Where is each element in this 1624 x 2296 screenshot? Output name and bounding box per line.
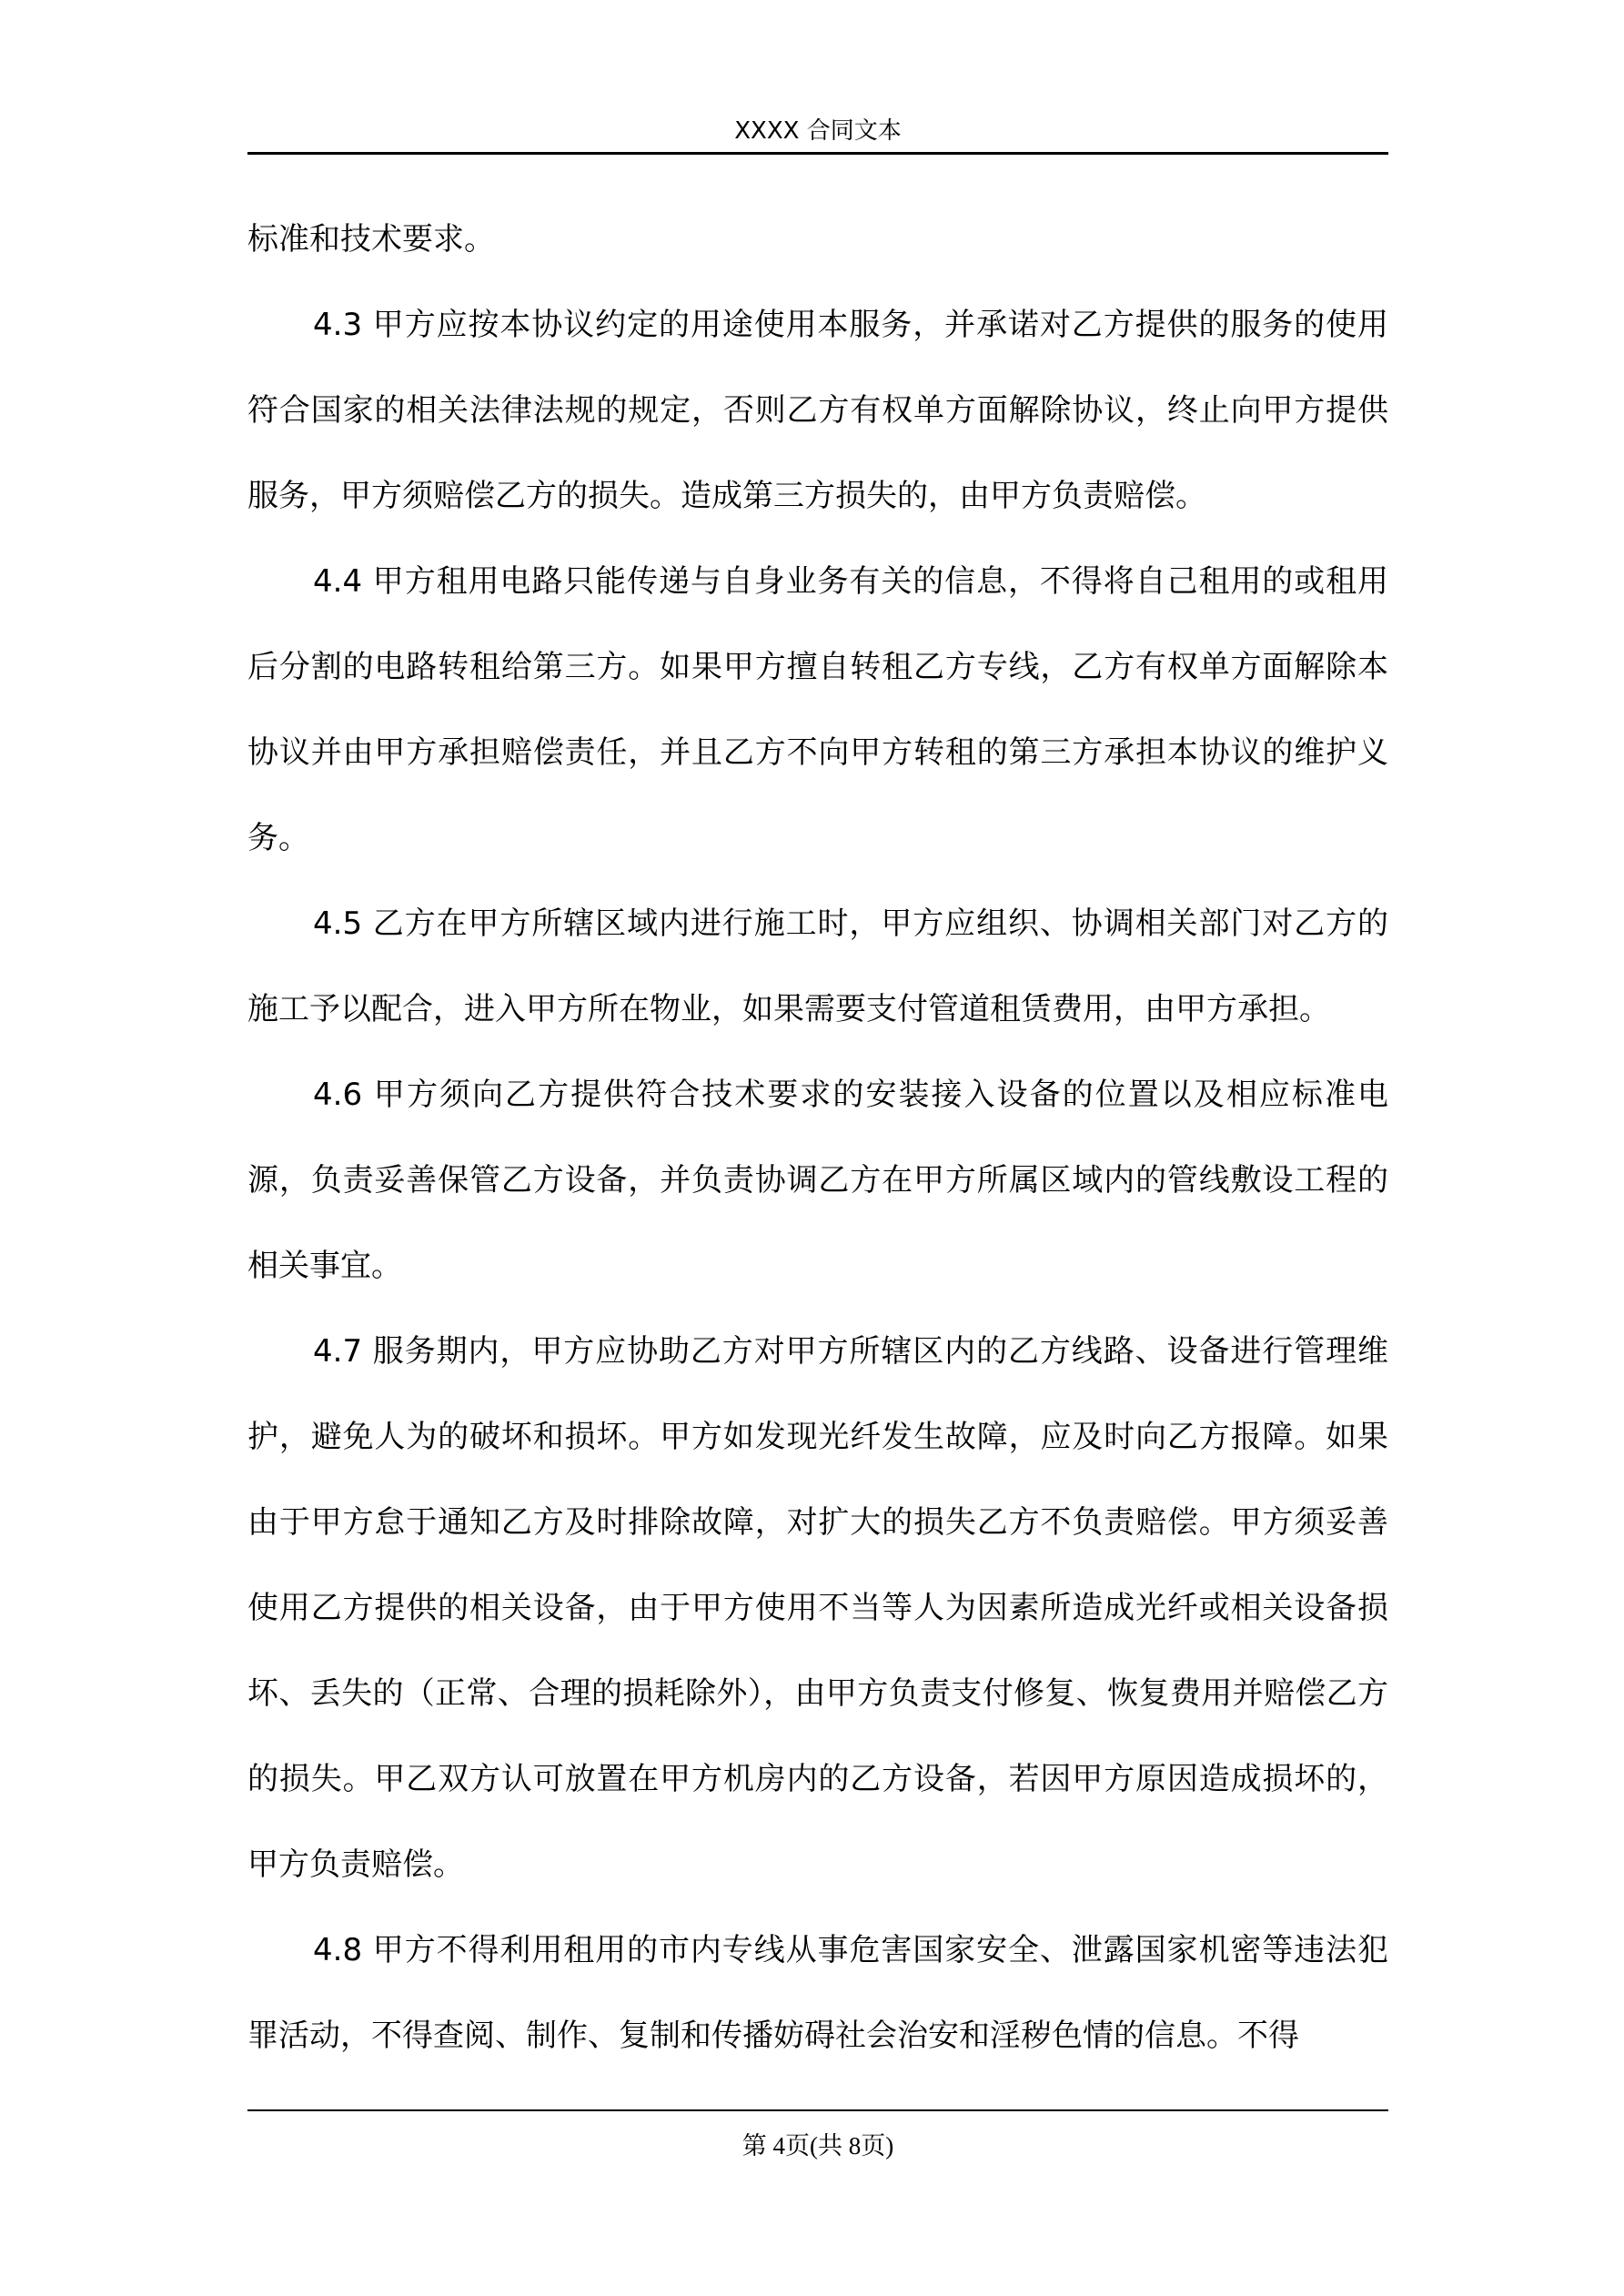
paragraph-clause-4-5: 4.5 乙方在甲方所辖区域内进行施工时，甲方应组织、协调相关部门对乙方的施工予以配合，进入甲方所在物业，如果需要支付管道租赁费用，由甲方承担。 xyxy=(247,905,1388,1027)
paragraph-clause-4-7: 4.7 服务期内，甲方应协助乙方对甲方所辖区内的乙方线路、设备进行管理维护，避免人为的破坏和损坏。甲方如发现光纤发生故障，应及时向乙方报障。如果由于甲方怠于通知乙方及时排除故障，对扩大的损失乙方不负责赔偿。甲方须妥善使用乙方提供的相关设备，由于甲方使用不当等人为因素所造成光纤或相关设备损坏、丢失的（正常、合理的损耗除外），由甲方负责支付修复、恢复费用并赔偿乙方的损失。甲乙双方认可放置在甲方机房内的乙方设备，若因甲方原因造成损坏的，甲方负责赔偿。 xyxy=(247,1333,1388,1883)
header-divider xyxy=(247,152,1388,155)
paragraph-clause-4-8: 4.8 甲方不得利用租用的市内专线从事危害国家安全、泄露国家机密等违法犯罪活动，不得查阅、制作、复制和传播妨碍社会治安和淫秽色情的信息。不得 xyxy=(247,1932,1388,2054)
page-header: XXXX 合同文本 xyxy=(734,117,902,145)
paragraph-continuation: 标准和技术要求。 xyxy=(247,221,495,258)
footer-divider xyxy=(247,2109,1388,2111)
paragraph-clause-4-3: 4.3 甲方应按本协议约定的用途使用本服务，并承诺对乙方提供的服务的使用符合国家的相关法律法规的规定，否则乙方有权单方面解除协议，终止向甲方提供服务，甲方须赔偿乙方的损失。造成第三方损失的，由甲方负责赔偿。 xyxy=(247,307,1388,514)
paragraph-clause-4-4: 4.4 甲方租用电路只能传递与自身业务有关的信息，不得将自己租用的或租用后分割的电路转租给第三方。如果甲方擅自转租乙方专线，乙方有权单方面解除本协议并由甲方承担赔偿责任，并且乙方不向甲方转租的第三方承担本协议的维护义务。 xyxy=(247,563,1388,856)
page-number: 第 4页(共 8页) xyxy=(741,2132,894,2159)
document-body xyxy=(247,197,1388,2079)
paragraph-clause-4-6: 4.6 甲方须向乙方提供符合技术要求的安装接入设备的位置以及相应标准电源，负责妥善保管乙方设备，并负责协调乙方在甲方所属区域内的管线敷设工程的相关事宜。 xyxy=(247,1077,1388,1284)
